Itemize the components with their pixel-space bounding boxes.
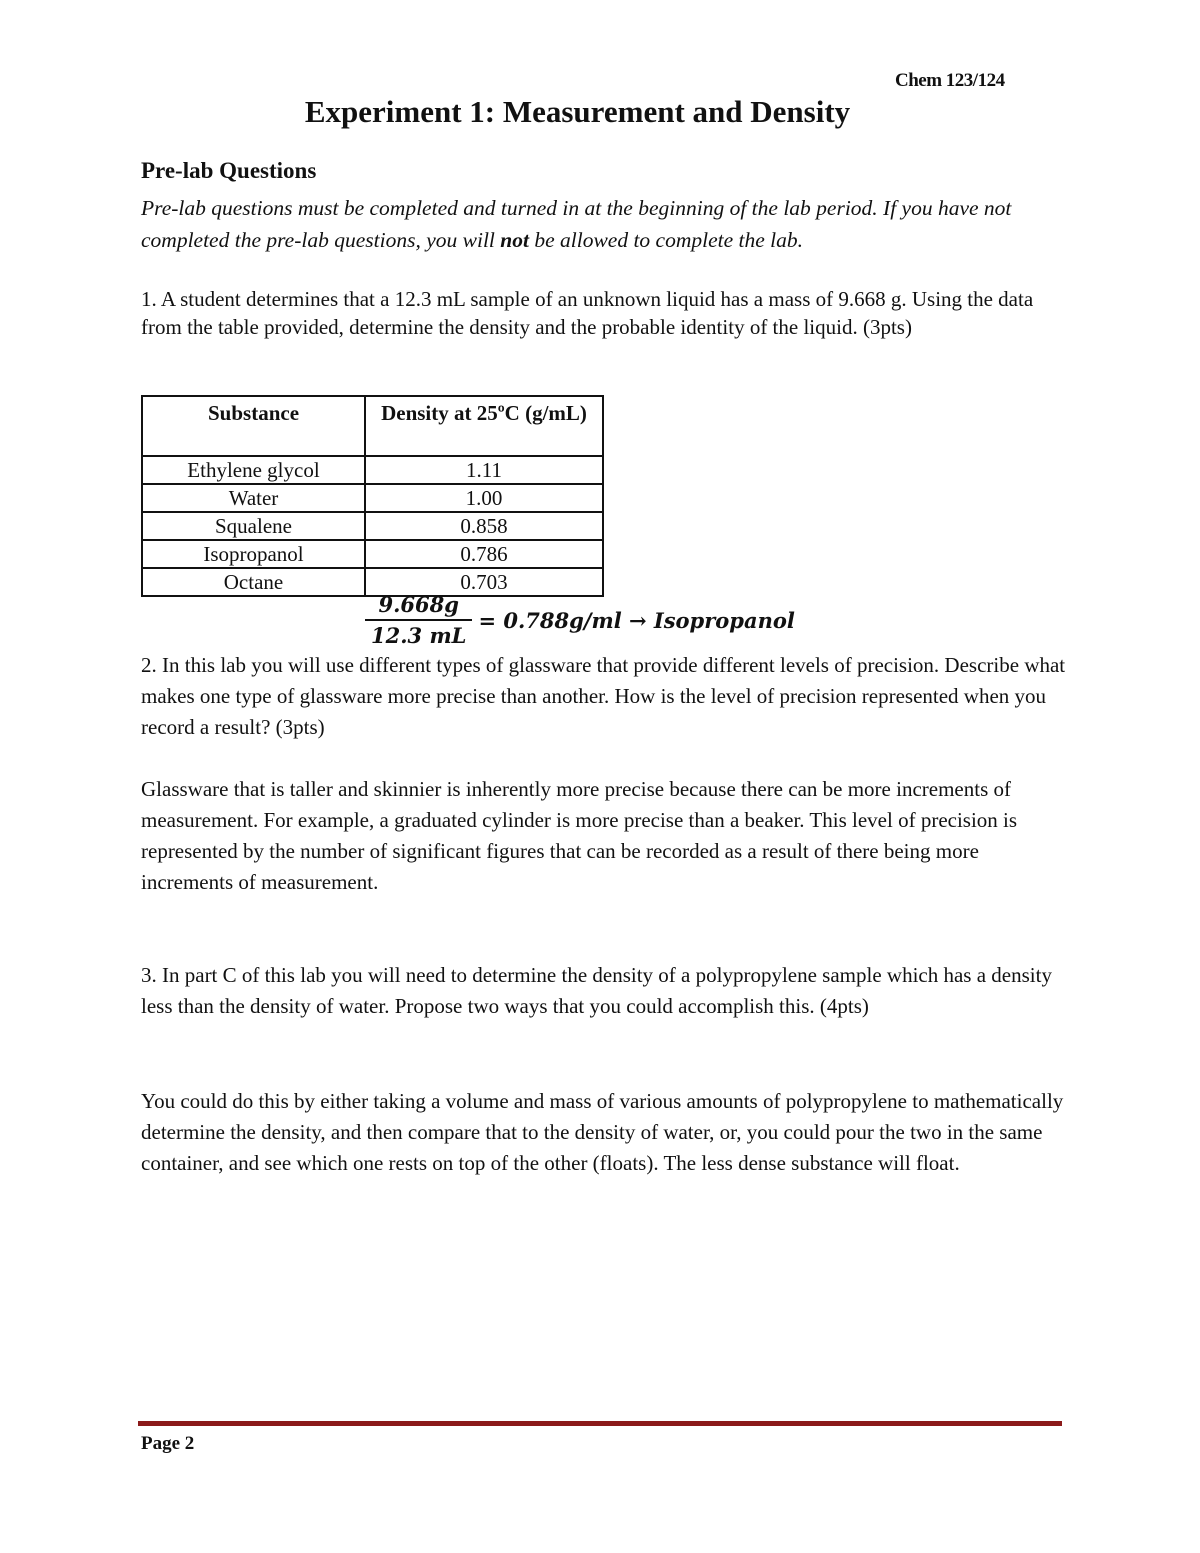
- question-2: 2. In this lab you will use different types of glassware that provide different levels of precision. Describe what makes one type of glassware more precise than another. How is the level of precision represented when you record a result? (3pts): [141, 653, 1066, 739]
- density-table: [141, 395, 604, 597]
- table-cell: Isopropanol: [142, 540, 365, 568]
- table-row: [142, 512, 603, 540]
- table-row: [142, 540, 603, 568]
- table-cell: 0.786: [365, 540, 603, 568]
- instructions-text-1: Pre-lab questions must be completed and turned in at the beginning of the lab period. If you have not completed the pre-lab questions, you will: [141, 196, 1012, 252]
- table-cell: Squalene: [142, 512, 365, 540]
- table-cell: 0.858: [365, 512, 603, 540]
- page-number: Page 2: [141, 1433, 195, 1454]
- table-header-substance: Substance: [142, 396, 365, 456]
- table-header-row: [142, 396, 603, 456]
- density-equation: [365, 592, 795, 648]
- answer-2: Glassware that is taller and skinnier is inherently more precise because there can be more increments of measurement. For example, a graduated cylinder is more precise than a beaker. This level of precision is represented by the number of significant figures that can be recorded as a result of there being more increments of measurement.: [141, 777, 1018, 894]
- equation-result: = 0.788g/ml → Isopropanol: [478, 607, 795, 633]
- instructions-text-2: be allowed to complete the lab.: [528, 228, 804, 252]
- table-cell: Water: [142, 484, 365, 512]
- table-cell: 0.703: [365, 568, 603, 596]
- answer-3: You could do this by either taking a volume and mass of various amounts of polypropylene to mathematically determine the density, and then compare that to the density of water, or, you could pour the two in the same container, and see which one rests on top of the other (floats). The less dense substance will float.: [141, 1089, 1064, 1175]
- table-row: [142, 456, 603, 484]
- equation-fraction: [365, 592, 472, 648]
- table-cell: 1.00: [365, 484, 603, 512]
- instructions-emphasis: not: [500, 228, 529, 252]
- footer-divider: [138, 1421, 1062, 1426]
- course-label: Chem 123/124: [895, 70, 1005, 91]
- equation-denominator: 12.3 mL: [371, 623, 467, 648]
- question-1: 1. A student determines that a 12.3 mL sample of an unknown liquid has a mass of 9.668 g. Using the data from the table provided, determine the density and the probable identity of the liquid. (3pts): [141, 287, 1034, 339]
- table-header-density: Density at 25ºC (g/mL): [365, 396, 603, 456]
- table-row: [142, 484, 603, 512]
- table-cell: Octane: [142, 568, 365, 596]
- prelab-instructions: [141, 192, 1071, 256]
- question-3: 3. In part C of this lab you will need to determine the density of a polypropylene sample which has a density less than the density of water. Propose two ways that you could accomplish this. (4pts): [141, 963, 1052, 1018]
- section-heading: Pre-lab Questions: [141, 158, 317, 183]
- table-cell: Ethylene glycol: [142, 456, 365, 484]
- page-title: Experiment 1: Measurement and Density: [304, 94, 851, 129]
- equation-numerator: 9.668g: [365, 592, 472, 621]
- table-cell: 1.11: [365, 456, 603, 484]
